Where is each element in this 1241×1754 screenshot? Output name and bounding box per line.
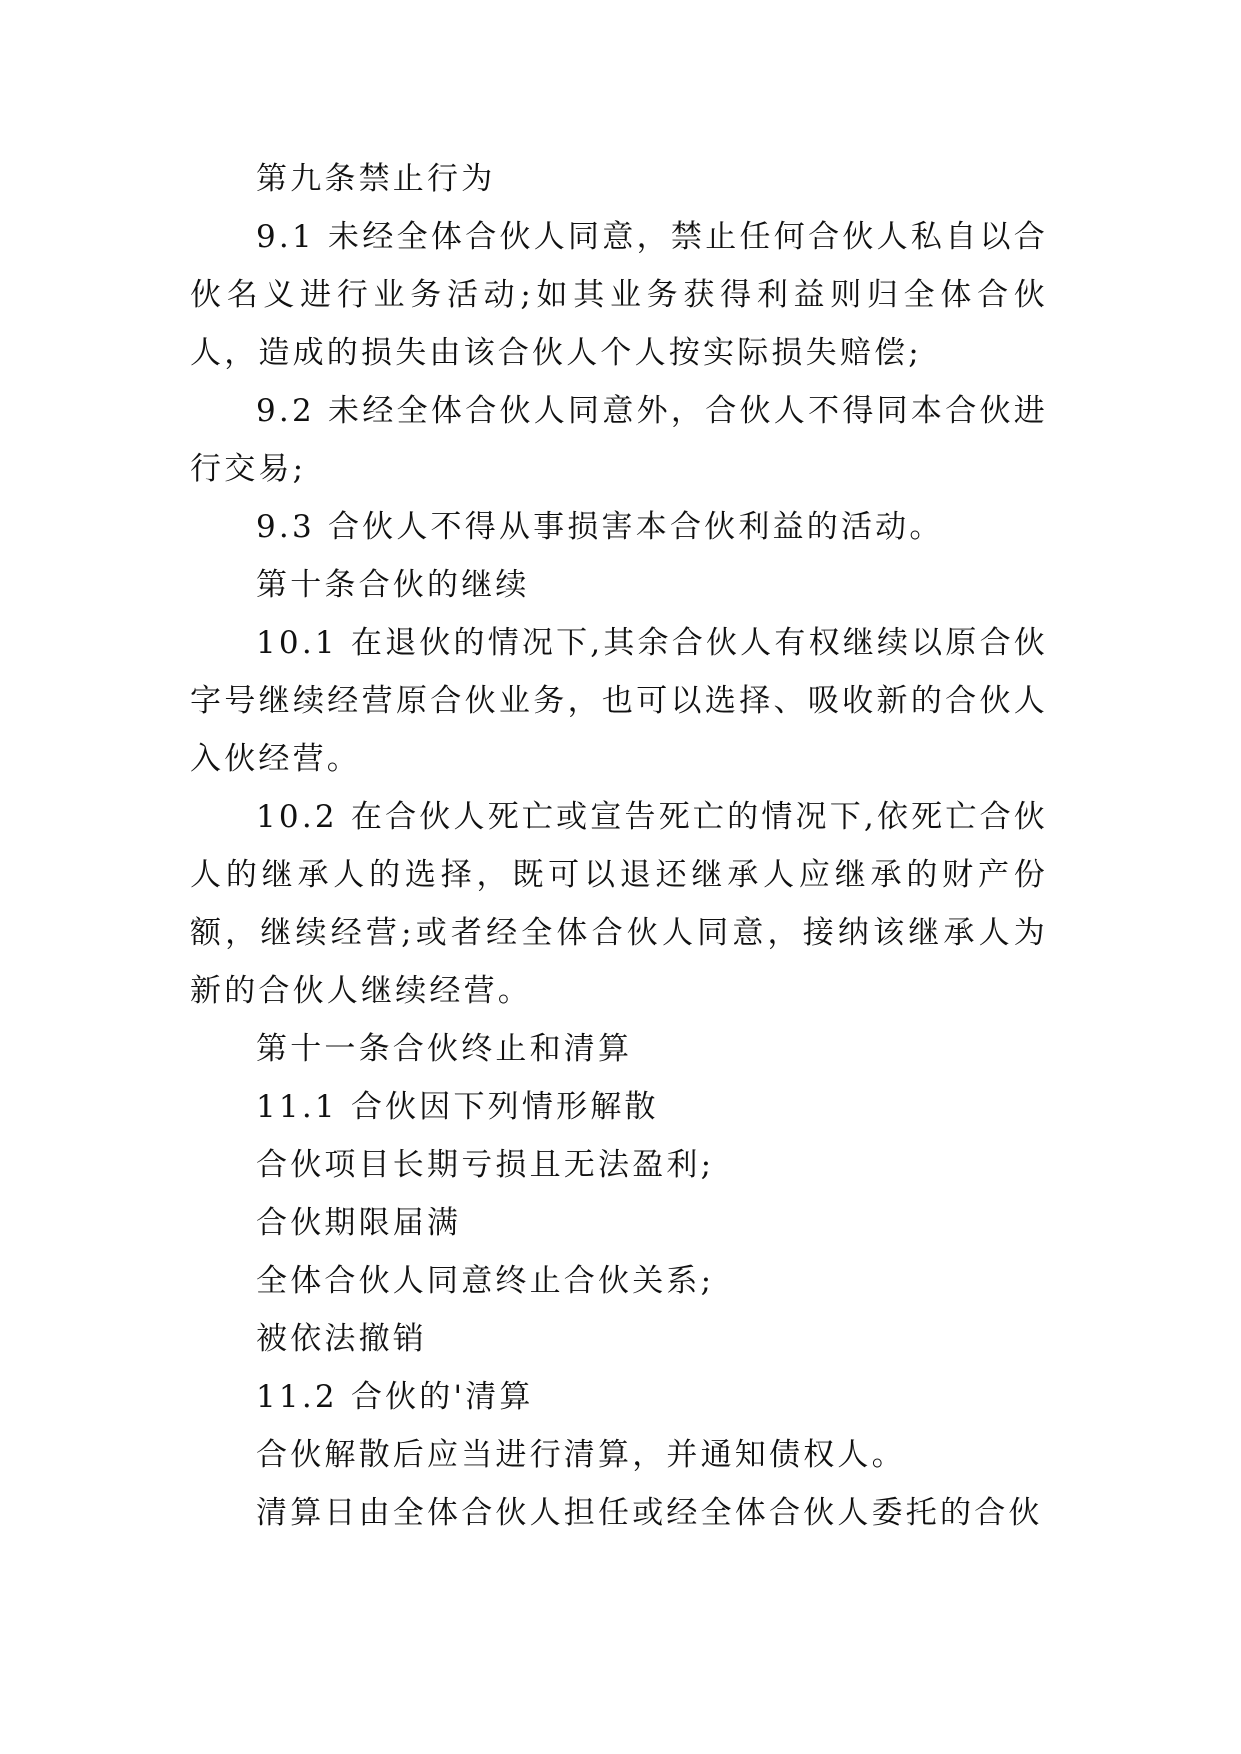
document-body bbox=[190, 150, 1048, 1542]
clause-9-2: 9.2 未经全体合伙人同意外，合伙人不得同本合伙进行交易; bbox=[190, 393, 1048, 487]
clause-10-1: 10.1 在退伙的情况下,其余合伙人有权继续以原合伙字号继续经营原合伙业务，也可以选择、吸收新的合伙人入伙经营。 bbox=[190, 625, 1048, 777]
dissolution-item-4: 被依法撤销 bbox=[256, 1321, 427, 1357]
liquidation-paragraph-2: 清算日由全体合伙人担任或经全体合伙人委托的合伙 bbox=[256, 1495, 1043, 1531]
liquidation-paragraph-1: 合伙解散后应当进行清算，并通知债权人。 bbox=[256, 1437, 906, 1473]
clause-9-3: 9.3 合伙人不得从事损害本合伙利益的活动。 bbox=[256, 509, 944, 545]
clause-11-1: 11.1 合伙因下列情形解散 bbox=[256, 1089, 659, 1125]
dissolution-item-2: 合伙期限届满 bbox=[256, 1205, 462, 1241]
clause-10-2: 10.2 在合伙人死亡或宣告死亡的情况下,依死亡合伙人的继承人的选择，既可以退还继承人应继承的财产份额，继续经营;或者经全体合伙人同意，接纳该继承人为新的合伙人继续经营。 bbox=[190, 799, 1048, 1009]
article-9-heading: 第九条禁止行为 bbox=[256, 161, 496, 197]
dissolution-item-1: 合伙项目长期亏损且无法盈利; bbox=[256, 1147, 715, 1183]
article-10-heading: 第十条合伙的继续 bbox=[256, 567, 530, 603]
clause-11-2: 11.2 合伙的'清算 bbox=[256, 1379, 534, 1415]
article-11-heading: 第十一条合伙终止和清算 bbox=[256, 1031, 633, 1067]
dissolution-item-3: 全体合伙人同意终止合伙关系; bbox=[256, 1263, 715, 1299]
clause-9-1: 9.1 未经全体合伙人同意，禁止任何合伙人私自以合伙名义进行业务活动;如其业务获得利益则归全体合伙人，造成的损失由该合伙人个人按实际损失赔偿; bbox=[190, 219, 1048, 371]
